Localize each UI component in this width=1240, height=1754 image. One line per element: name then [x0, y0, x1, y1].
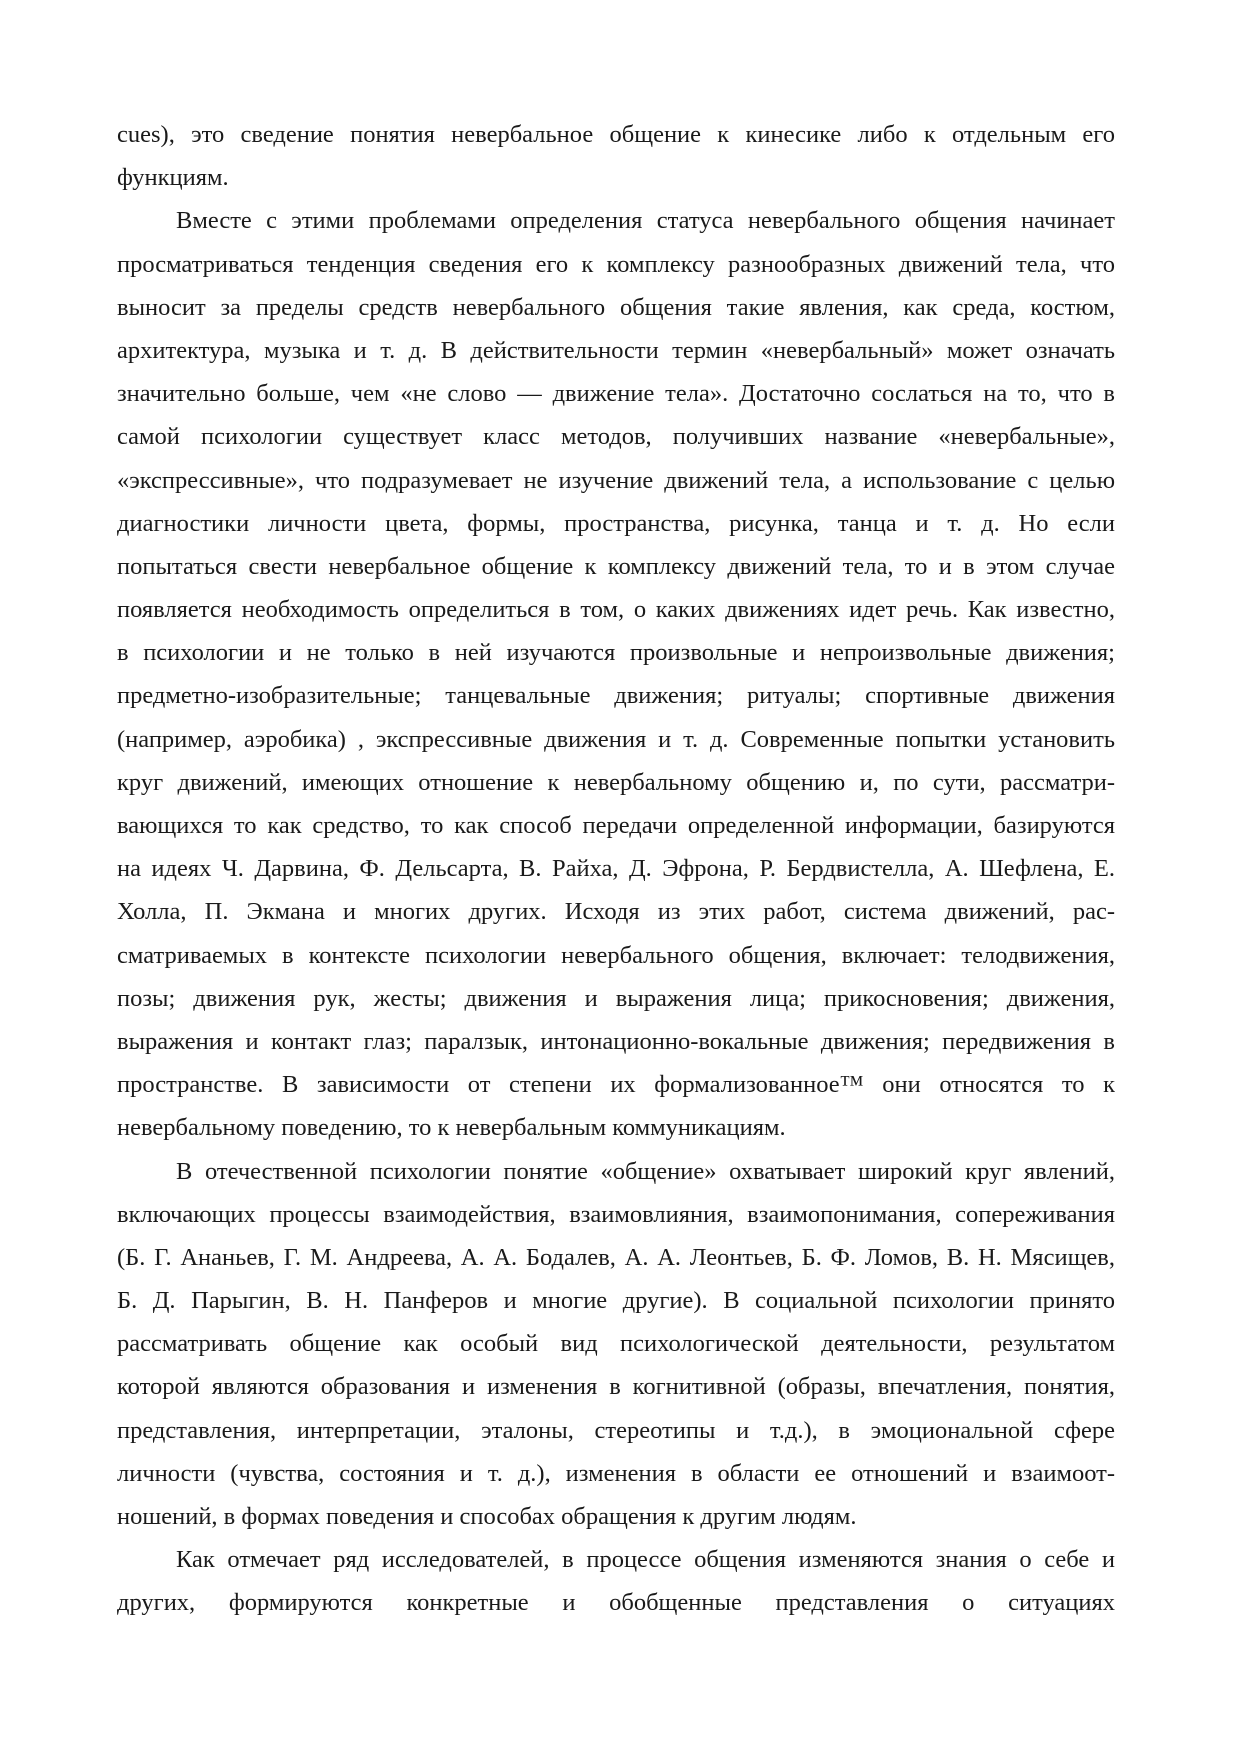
text-line: просматриваться тенденция сведения его к комплексу разнообразных движений тела, что [117, 250, 1115, 278]
text-line: Вместе с этими проблемами определения статуса невербального общения начинает [176, 207, 1115, 235]
text-line: сматриваемых в контексте психологии невербального общения, включает: телодвижения, [117, 941, 1115, 969]
text-line: Б. Д. Парыгин, В. Н. Панферов и многие другие). В социальной психологии принято [117, 1287, 1115, 1315]
text-line: попытаться свести невербальное общение к комплексу движений тела, то и в этом случае [117, 552, 1115, 580]
text-line: «экспрессивные», что подразумевает не изучение движений тела, а использование с целью [117, 466, 1115, 494]
text-line: в психологии и не только в ней изучаются произвольные и непроизвольные движения; [117, 639, 1115, 667]
text-line: позы; движения рук, жесты; движения и выражения лица; прикосновения; движения, [117, 984, 1115, 1012]
text-line: на идеях Ч. Дарвина, Ф. Дельсарта, В. Райха, Д. Эфрона, Р. Бердвистелла, А. Шефлена, Е. [117, 855, 1115, 883]
text-line: диагностики личности цвета, формы, пространства, рисунка, танца и т. д. Но если [117, 509, 1115, 537]
text-line: появляется необходимость определиться в том, о каких движениях идет речь. Как известно, [117, 596, 1115, 624]
text-line: которой являются образования и изменения в когнитивной (образы, впечатления, понятия, [117, 1373, 1115, 1401]
text-line: Холла, П. Экмана и многих других. Исходя из этих работ, система движений, рас- [117, 898, 1115, 926]
text-line: рассматривать общение как особый вид психологической деятельности, результатом [117, 1330, 1115, 1358]
text-line: Как отмечает ряд исследователей, в процессе общения изменяются знания о себе и [176, 1546, 1115, 1574]
text-line: пространстве. В зависимости от степени их формализованное™ они относятся то к [117, 1071, 1115, 1099]
text-line: других, формируются конкретные и обобщенные представления о ситуациях [117, 1589, 1115, 1617]
text-line: включающих процессы взаимодействия, взаимовлияния, взаимопонимания, сопереживания [117, 1200, 1115, 1228]
text-line: невербальному поведению, то к невербальным коммуникациям. [117, 1114, 786, 1142]
text-line: вающихся то как средство, то как способ передачи определенной информации, базируются [117, 812, 1115, 839]
text-line: В отечественной психологии понятие «общение» охватывает широкий круг явлений, [176, 1157, 1115, 1185]
text-line: функциям. [117, 164, 229, 192]
text-line: cues), это сведение понятия невербальное общение к кинесике либо к отдельным его [117, 121, 1115, 148]
text-line: выносит за пределы средств невербального общения такие явления, как среда, костюм, [117, 293, 1115, 321]
body-text [117, 113, 1115, 1625]
text-line: личности (чувства, состояния и т. д.), изменения в области ее отношений и взаимоот- [117, 1459, 1115, 1487]
text-line: предметно-изобразительные; танцевальные движения; ритуалы; спортивные движения [117, 682, 1115, 710]
text-line: круг движений, имеющих отношение к невербальному общению и, по сути, рассматри- [117, 768, 1115, 796]
text-line: представления, интерпретации, эталоны, стереотипы и т.д.), в эмоциональной сфере [117, 1416, 1115, 1444]
text-line: выражения и контакт глаз; паралзык, интонационно-вокальные движения; передвижения в [117, 1027, 1115, 1055]
text-line: (например, аэробика) , экспрессивные движения и т. д. Современные попытки установить [117, 725, 1115, 753]
text-line: ношений, в формах поведения и способах обращения к другим людям. [117, 1503, 857, 1530]
text-line: самой психологии существует класс методов, получивших название «невербальные», [117, 423, 1115, 451]
text-line: значительно больше, чем «не слово — движение тела». Достаточно сослаться на то, что в [117, 380, 1115, 408]
text-line: архитектура, музыка и т. д. В действительности термин «невербальный» может означать [117, 336, 1115, 364]
text-line: (Б. Г. Ананьев, Г. М. Андреева, А. А. Бодалев, А. А. Леонтьев, Б. Ф. Ломов, В. Н. Мясищев, [117, 1243, 1115, 1271]
